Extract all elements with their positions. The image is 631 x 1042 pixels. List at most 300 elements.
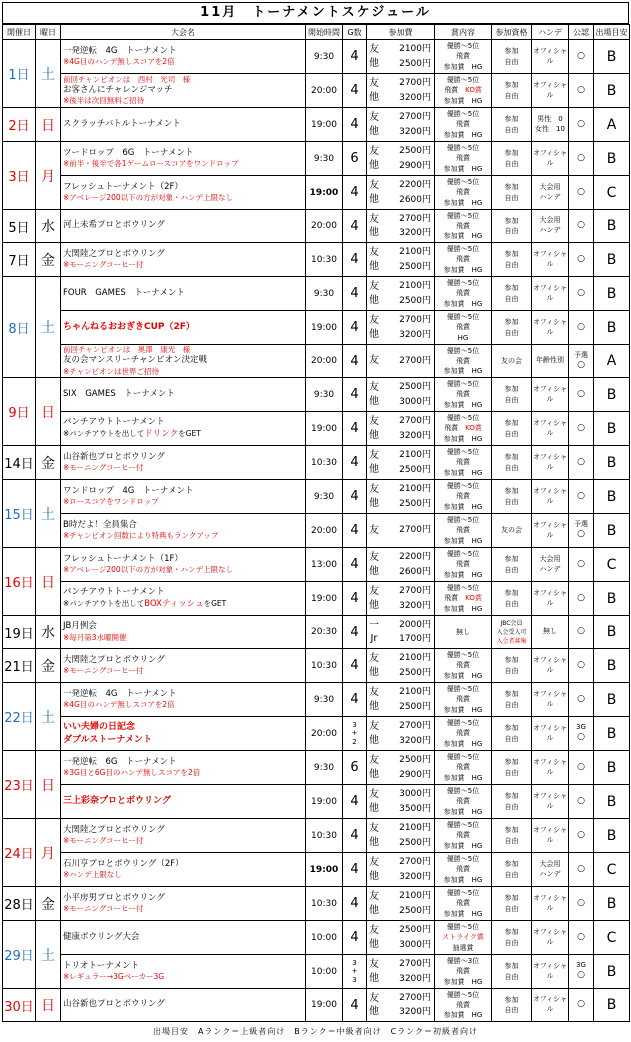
rank-cell: B xyxy=(594,277,630,311)
eligibility-line: 自由 xyxy=(504,57,519,66)
prize-line: 優勝～5位 xyxy=(446,380,480,389)
event-text: フレッシュトーナメント（2F） xyxy=(63,181,183,192)
handicap-cell xyxy=(532,277,569,311)
event-line xyxy=(63,599,305,610)
member-type-label: 他 xyxy=(369,260,379,272)
event-name-cell[interactable] xyxy=(61,412,306,446)
eligibility-line: 参加 xyxy=(504,555,519,563)
member-type-label: 他 xyxy=(369,802,379,814)
event-name-cell[interactable] xyxy=(61,955,306,989)
weekday-cell: 水 xyxy=(36,616,61,649)
weekday-cell: 金 xyxy=(36,446,61,480)
fee-cell xyxy=(367,751,435,785)
handicap-line: ハンデ xyxy=(539,192,561,201)
handicap-cell xyxy=(532,142,569,176)
fee-cell xyxy=(367,616,435,649)
member-type-label: 他 xyxy=(369,565,379,577)
weekday-cell: 日 xyxy=(36,989,61,1022)
fee-wrapper xyxy=(367,889,434,918)
member-type-label: 他 xyxy=(369,700,379,712)
fee-amount: 2700円 xyxy=(399,78,431,89)
event-line xyxy=(63,587,305,598)
prize-line: 飛賞 xyxy=(456,797,470,806)
event-text: ※モーニングコーヒー付 xyxy=(63,666,144,676)
member-type-label: 他 xyxy=(369,395,379,407)
prize-line: 優勝～5位 xyxy=(446,889,480,898)
prizes-cell xyxy=(435,378,492,412)
prize-line: 飛賞 xyxy=(456,967,470,976)
event-line xyxy=(63,520,305,531)
prize-line: 参加賞 HG xyxy=(443,434,483,443)
member-type-label: 友 xyxy=(369,552,379,563)
games-part: 2 xyxy=(352,737,357,746)
event-text: 小平房男プロとボウリング xyxy=(63,892,165,903)
event-text: お客さんにチャレンジマッチ xyxy=(63,84,173,95)
eligibility-line: 参加 xyxy=(504,47,519,55)
eligibility-line: 自由 xyxy=(504,395,519,404)
handicap-cell xyxy=(532,480,569,514)
event-name-cell[interactable] xyxy=(61,582,306,616)
fee-amounts xyxy=(381,76,434,105)
prizes-cell xyxy=(435,514,492,548)
official-line: 予選 xyxy=(574,350,588,359)
prize-line: 抽選賞 xyxy=(452,943,474,952)
prize-line: 飛賞 xyxy=(456,492,470,501)
header-prizes: 賞内容 xyxy=(435,25,492,40)
fee-amount: 3500円 xyxy=(399,803,431,814)
eligibility-cell xyxy=(492,277,532,311)
prizes-cell xyxy=(435,717,492,751)
event-name-cell[interactable] xyxy=(61,785,306,819)
fee-amounts xyxy=(381,354,434,368)
header-event-name: 大会名 xyxy=(61,25,306,40)
event-name-cell[interactable] xyxy=(61,345,306,378)
official-cell xyxy=(569,616,594,649)
event-text: FOUR GAMES トーナメント xyxy=(63,287,185,298)
rank-cell: A xyxy=(594,345,630,378)
date-cell: 7日 xyxy=(3,243,36,277)
weekday-cell: 土 xyxy=(36,480,61,548)
fee-amount: 2200円 xyxy=(399,552,431,563)
eligibility-line: 自由 xyxy=(504,836,519,845)
prizes-cell xyxy=(435,751,492,785)
start-time-cell: 10:30 xyxy=(306,649,343,683)
member-type-label: 友 xyxy=(369,213,379,225)
event-text: 三上彩奈プロとボウリング xyxy=(63,796,171,807)
fee-amount: 2500円 xyxy=(399,925,431,936)
fee-wrapper xyxy=(367,178,434,207)
eligibility-line: 自由 xyxy=(504,260,519,269)
event-name-cell[interactable] xyxy=(61,446,306,480)
fee-cell xyxy=(367,989,435,1022)
date-cell: 9日 xyxy=(3,378,36,446)
prize-line: 参加賞 HG xyxy=(443,604,483,613)
event-line xyxy=(63,367,305,377)
official-cell xyxy=(569,210,594,243)
fee-amounts xyxy=(381,889,434,918)
member-type-label: 友 xyxy=(369,823,379,834)
event-name-cell[interactable] xyxy=(61,210,306,243)
event-name-cell[interactable] xyxy=(61,548,306,582)
event-name-cell[interactable] xyxy=(61,378,306,412)
start-time-cell: 19:00 xyxy=(306,853,343,887)
fee-amount: 2000円 xyxy=(399,619,431,630)
header-official: 公認 xyxy=(569,25,594,40)
games-cell: 4 xyxy=(343,548,367,582)
fee-amount: 2100円 xyxy=(399,484,431,495)
official-line: ○ xyxy=(577,795,585,806)
fee-wrapper xyxy=(367,855,434,884)
member-type xyxy=(367,77,381,104)
event-text: B時だよ！全員集合 xyxy=(63,519,137,530)
prize-line: 参加賞 HG xyxy=(443,570,483,579)
event-name-cell[interactable] xyxy=(61,616,306,649)
prizes-cell xyxy=(435,412,492,446)
official-line: ○ xyxy=(577,626,585,637)
event-name-cell[interactable] xyxy=(61,108,306,142)
eligibility-line: 参加 xyxy=(504,962,519,970)
prize-line: 参加賞 HG xyxy=(443,96,483,105)
fee-cell xyxy=(367,683,435,717)
fee-cell xyxy=(367,412,435,446)
prize-line xyxy=(435,593,491,603)
eligibility-line: 参加 xyxy=(504,589,519,597)
prize-line: 優勝～5位 xyxy=(446,414,480,423)
handicap-cell xyxy=(532,40,569,74)
handicap-line: オフィシャル xyxy=(532,995,568,1013)
official-cell xyxy=(569,311,594,345)
member-type xyxy=(367,822,381,849)
member-type-label: Jr xyxy=(370,633,378,644)
prizes-cell xyxy=(435,345,492,378)
start-time-cell: 9:30 xyxy=(306,751,343,785)
eligibility-line: 自由 xyxy=(504,870,519,879)
handicap-line: オフィシャル xyxy=(532,655,568,674)
event-name-cell[interactable] xyxy=(61,887,306,921)
member-type xyxy=(367,145,381,172)
ko-prize: KO賞 xyxy=(465,424,482,433)
event-text: いい夫婦の日記念 xyxy=(63,722,136,733)
fee-amounts xyxy=(381,719,434,748)
fee-wrapper xyxy=(367,76,434,105)
handicap-line: オフィシャル xyxy=(532,893,568,912)
rank-cell: B xyxy=(594,378,630,412)
prizes-cell xyxy=(435,311,492,345)
event-name-cell[interactable] xyxy=(61,921,306,955)
handicap-cell xyxy=(532,412,569,446)
rank-cell: C xyxy=(594,548,630,582)
prize-line: 参加賞 HG xyxy=(443,705,483,714)
fee-amounts xyxy=(381,957,434,986)
eligibility-line: 自由 xyxy=(504,700,519,709)
date-cell: 29日 xyxy=(3,921,36,989)
fee-cell xyxy=(367,311,435,345)
handicap-cell xyxy=(532,74,569,108)
table-row xyxy=(3,412,630,446)
event-line xyxy=(63,119,305,130)
event-name-cell[interactable] xyxy=(61,74,306,108)
event-line xyxy=(63,452,305,463)
handicap-line: 大会用 xyxy=(539,182,561,191)
event-line xyxy=(63,666,305,676)
member-type-label: 他 xyxy=(369,972,379,984)
header-rank: 出場目安 xyxy=(594,25,630,40)
handicap-cell xyxy=(532,683,569,717)
fee-cell xyxy=(367,243,435,277)
event-name-cell[interactable] xyxy=(61,819,306,853)
ko-prize: KO賞 xyxy=(465,86,482,95)
event-name-cell[interactable] xyxy=(61,683,306,717)
fee-amounts xyxy=(381,991,434,1020)
event-text: ※4G目のハンデ無しスコアを2倍 xyxy=(63,700,175,710)
fee-amounts xyxy=(381,787,434,816)
event-text: ワンドロップ 4G トーナメント xyxy=(63,485,194,496)
event-line xyxy=(63,345,305,355)
fee-amounts xyxy=(381,482,434,511)
prize-line: 飛賞 xyxy=(456,289,470,298)
fee-amount: 2700円 xyxy=(399,721,431,732)
games-cell: 4 xyxy=(343,819,367,853)
rank-cell: B xyxy=(594,751,630,785)
eligibility-line: 参加 xyxy=(504,758,519,766)
member-type xyxy=(367,483,381,510)
official-cell xyxy=(569,176,594,210)
member-type xyxy=(367,788,381,815)
date-cell: 14日 xyxy=(3,446,36,480)
prizes-cell xyxy=(435,819,492,853)
fee-wrapper xyxy=(367,584,434,613)
handicap-cell xyxy=(532,887,569,921)
member-type-label: 他 xyxy=(369,768,379,780)
official-cell xyxy=(569,412,594,446)
event-name-cell[interactable] xyxy=(61,853,306,887)
games-cell: 4 xyxy=(343,853,367,887)
handicap-cell xyxy=(532,717,569,751)
event-name-cell[interactable] xyxy=(61,514,306,548)
official-line: ○ xyxy=(577,529,585,540)
member-type xyxy=(367,551,381,578)
eligibility-cell xyxy=(492,921,532,955)
event-line xyxy=(63,870,305,880)
prizes-cell xyxy=(435,176,492,210)
games-cell: 4 xyxy=(343,921,367,955)
event-name-cell[interactable] xyxy=(61,142,306,176)
official-line: ○ xyxy=(577,152,585,163)
event-name-cell[interactable] xyxy=(61,176,306,210)
date-cell: 28日 xyxy=(3,887,36,921)
eligibility-line: 自由 xyxy=(504,972,519,981)
event-line xyxy=(63,260,305,270)
eligibility-line: 参加 xyxy=(504,284,519,292)
member-type-label: 他 xyxy=(369,328,379,340)
event-name-cell[interactable] xyxy=(61,243,306,277)
prize-line: 飛賞 xyxy=(456,695,470,704)
event-text: パンチアウトトーナメント xyxy=(63,417,165,428)
event-name-cell[interactable] xyxy=(61,649,306,683)
fee-wrapper xyxy=(367,651,434,680)
event-line xyxy=(63,321,305,333)
event-name-cell[interactable] xyxy=(61,717,306,751)
weekday-cell: 日 xyxy=(36,108,61,142)
handicap-cell xyxy=(532,582,569,616)
member-type-label: 友 xyxy=(369,857,379,868)
start-time-cell: 20:00 xyxy=(306,717,343,751)
event-text: ※パンチアウトを出して xyxy=(63,428,145,438)
official-line: ○ xyxy=(577,388,585,399)
fee-amount: 3200円 xyxy=(399,1007,431,1017)
prize-line: 飛賞 xyxy=(456,323,470,332)
official-line: ○ xyxy=(577,897,585,908)
rank-cell: B xyxy=(594,243,630,277)
fee-amounts xyxy=(381,584,434,613)
event-line xyxy=(63,859,305,870)
fee-amounts xyxy=(381,618,434,647)
prize-line: 参加賞 HG xyxy=(443,164,483,173)
fee-amount: 2100円 xyxy=(399,891,431,902)
eligibility-line: 自由 xyxy=(504,666,519,675)
table-row xyxy=(3,989,630,1022)
fee-amount: 2500円 xyxy=(399,382,431,393)
official-line: ○ xyxy=(577,999,585,1010)
event-name-cell[interactable] xyxy=(61,480,306,514)
fee-amount: 3200円 xyxy=(399,430,431,441)
start-time-cell: 20:00 xyxy=(306,345,343,378)
date-cell: 23日 xyxy=(3,751,36,819)
member-type xyxy=(367,856,381,883)
official-line: ○ xyxy=(577,321,585,332)
fee-amounts xyxy=(381,753,434,782)
official-line: ○ xyxy=(577,287,585,298)
prizes-cell xyxy=(435,785,492,819)
fee-amount: 2500円 xyxy=(399,905,431,916)
handicap-line: オフィシャル xyxy=(532,588,568,607)
date-cell: 1日 xyxy=(3,40,36,108)
prizes-cell xyxy=(435,108,492,142)
member-type xyxy=(367,213,381,240)
fee-amount: 2500円 xyxy=(399,837,431,848)
fee-amount: 3000円 xyxy=(399,396,431,407)
event-name-cell[interactable] xyxy=(61,40,306,74)
prize-line: 参加賞 HG xyxy=(443,400,483,409)
table-row xyxy=(3,785,630,819)
event-name-cell[interactable] xyxy=(61,989,306,1022)
prize-line: 優勝～5位 xyxy=(446,923,480,932)
event-highlight: ドリンク xyxy=(144,428,179,439)
prize-line: ストライク賞 xyxy=(442,933,484,942)
event-line xyxy=(63,721,305,733)
event-text: 大関陸之プロとボウリング xyxy=(63,824,165,835)
member-type-label: 他 xyxy=(369,159,379,171)
games-cell: 4 xyxy=(343,480,367,514)
event-line xyxy=(63,932,305,943)
prize-line: 飛賞 xyxy=(456,1000,470,1009)
event-line xyxy=(63,554,305,565)
member-type-label: 友 xyxy=(369,925,379,936)
event-text: をGET xyxy=(203,598,227,608)
handicap-cell xyxy=(532,548,569,582)
fee-amount: 2700円 xyxy=(399,992,431,1003)
event-name-cell[interactable] xyxy=(61,277,306,311)
eligibility-line: 自由 xyxy=(504,463,519,472)
prize-line: 優勝～5位 xyxy=(446,211,480,220)
fee-cell xyxy=(367,717,435,751)
eligibility-line: 自由 xyxy=(504,429,519,438)
prize-line: 参加賞 HG xyxy=(443,299,483,308)
prizes-cell xyxy=(435,277,492,311)
official-line: ○ xyxy=(577,931,585,942)
member-type xyxy=(367,585,381,612)
fee-cell xyxy=(367,819,435,853)
fee-cell xyxy=(367,548,435,582)
fee-amount: 2500円 xyxy=(399,498,431,509)
fee-amounts xyxy=(381,448,434,477)
handicap-cell xyxy=(532,446,569,480)
event-line xyxy=(63,825,305,836)
fee-cell xyxy=(367,74,435,108)
official-cell xyxy=(569,989,594,1022)
official-cell xyxy=(569,955,594,989)
fee-amount: 2700円 xyxy=(399,112,431,123)
event-name-cell[interactable] xyxy=(61,311,306,345)
event-line xyxy=(63,355,305,366)
prize-line: 飛賞 xyxy=(456,154,470,163)
prize-line: 優勝～5位 xyxy=(446,482,480,491)
games-cell: 4 xyxy=(343,40,367,74)
eligibility-cell xyxy=(492,717,532,751)
handicap-line: オフィシャル xyxy=(532,249,568,268)
eligibility-cell xyxy=(492,378,532,412)
rank-cell: B xyxy=(594,785,630,819)
member-type-label: 他 xyxy=(369,125,379,137)
event-text: ダブルストーナメント xyxy=(63,734,153,745)
fee-amounts xyxy=(381,523,434,537)
event-line xyxy=(63,633,305,643)
eligibility-line: 参加 xyxy=(504,826,519,834)
fee-amount: 2700円 xyxy=(399,416,431,427)
prize-line: HG xyxy=(457,333,469,342)
official-line: ○ xyxy=(577,220,585,231)
fee-wrapper xyxy=(367,821,434,850)
fee-wrapper xyxy=(367,448,434,477)
fee-amount: 2700円 xyxy=(399,525,431,536)
member-type-label: 友 xyxy=(369,315,379,326)
eligibility-line: 友の会 xyxy=(501,356,522,365)
fee-amounts xyxy=(381,380,434,409)
eligibility-line: 自由 xyxy=(504,193,519,202)
table-row xyxy=(3,480,630,514)
prize-line: 参加賞 HG xyxy=(443,739,483,748)
event-name-cell[interactable] xyxy=(61,751,306,785)
eligibility-cell xyxy=(492,853,532,887)
fee-amount: 2900円 xyxy=(399,160,431,171)
fee-amounts xyxy=(381,279,434,308)
eligibility-cell xyxy=(492,446,532,480)
games-cell: 4 xyxy=(343,378,367,412)
member-type xyxy=(367,111,381,138)
eligibility-line: 自由 xyxy=(504,938,519,947)
event-text: 大関陸之プロとボウリング xyxy=(63,248,165,259)
eligibility-cell xyxy=(492,345,532,378)
official-cell xyxy=(569,785,594,819)
prizes-cell xyxy=(435,649,492,683)
header-weekday: 曜日 xyxy=(36,25,61,40)
date-cell: 21日 xyxy=(3,649,36,683)
prize-text: 飛賞 xyxy=(444,594,466,603)
member-type xyxy=(367,415,381,442)
handicap-line: オフィシャル xyxy=(532,80,568,99)
eligibility-line: 自由 xyxy=(504,768,519,777)
rank-cell: B xyxy=(594,819,630,853)
